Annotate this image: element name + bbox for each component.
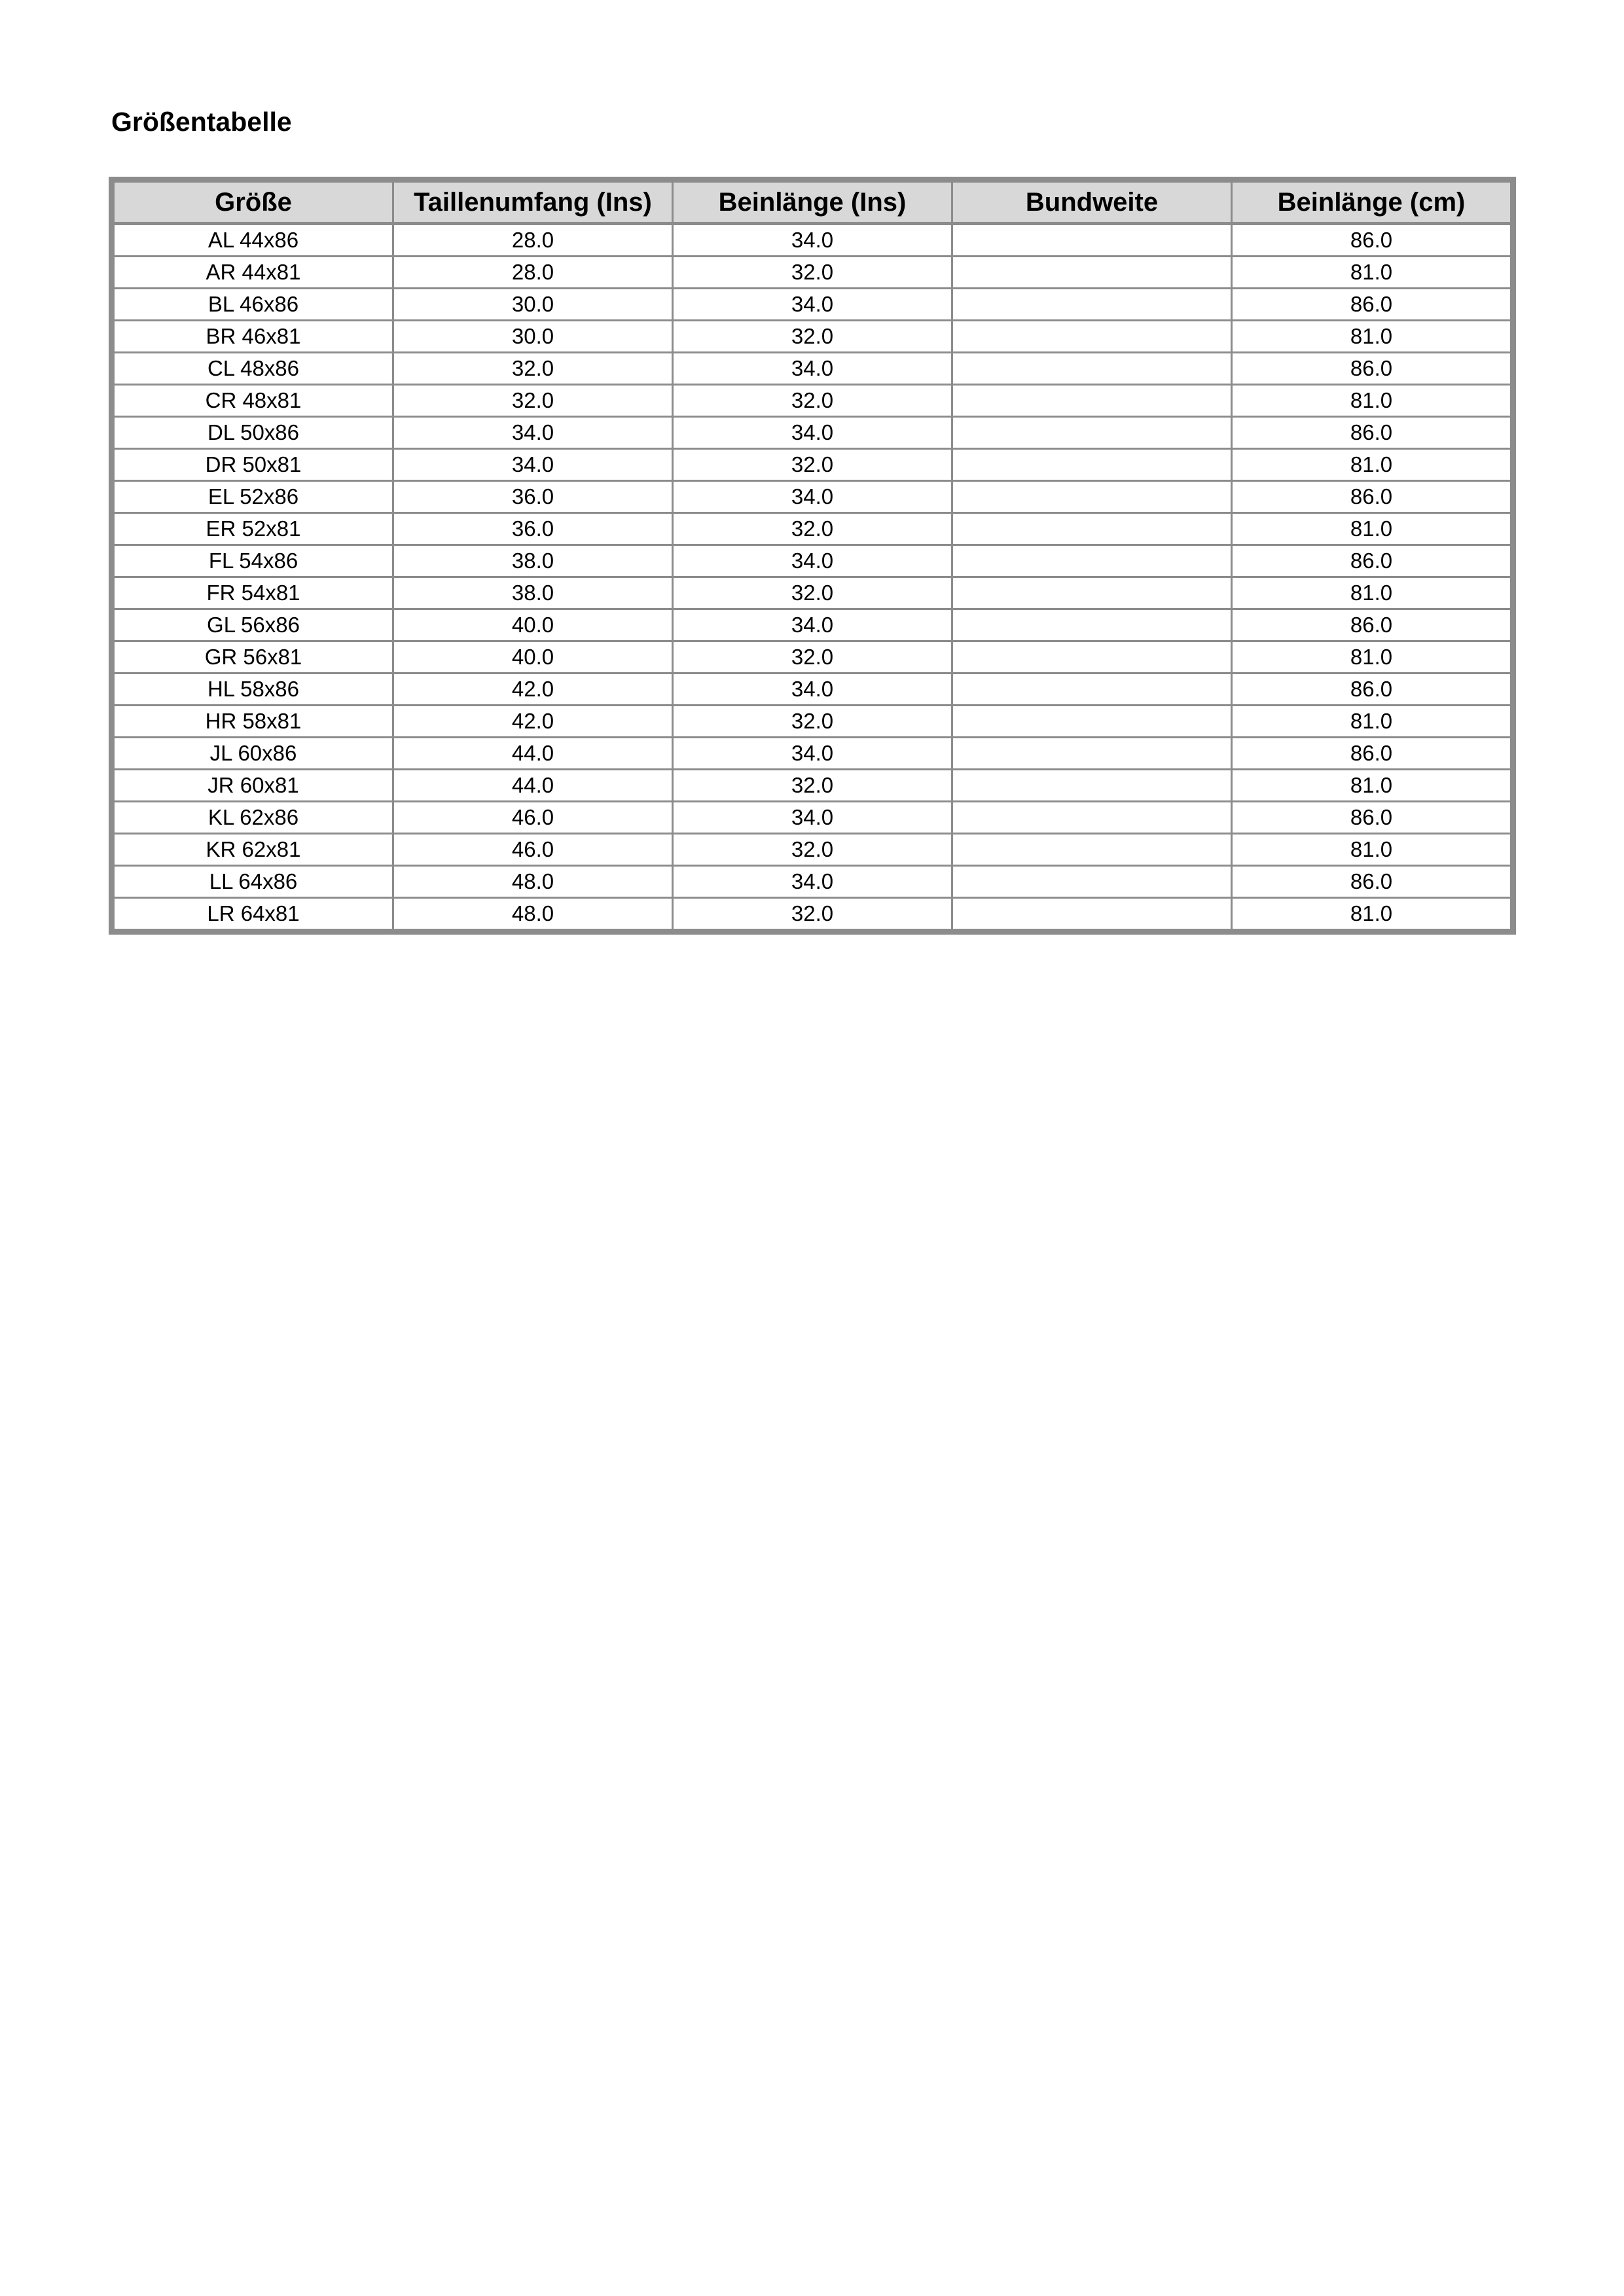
table-row [114, 577, 1511, 609]
cell-taillenumfang: 30.0 [393, 289, 673, 321]
cell-bundweite [952, 513, 1232, 545]
table-row [114, 481, 1511, 513]
header-taillenumfang: Taillenumfang (Ins) [393, 182, 673, 224]
cell-beinlaenge-cm: 81.0 [1232, 577, 1511, 609]
table-row [114, 417, 1511, 449]
cell-bundweite [952, 257, 1232, 289]
cell-groesse: DR 50x81 [114, 449, 393, 481]
cell-groesse: LR 64x81 [114, 898, 393, 930]
cell-groesse: DL 50x86 [114, 417, 393, 449]
header-groesse: Größe [114, 182, 393, 224]
cell-groesse: BR 46x81 [114, 321, 393, 353]
cell-beinlaenge-ins: 34.0 [673, 673, 952, 706]
cell-beinlaenge-cm: 81.0 [1232, 641, 1511, 673]
cell-groesse: HL 58x86 [114, 673, 393, 706]
cell-taillenumfang: 28.0 [393, 257, 673, 289]
cell-beinlaenge-cm: 86.0 [1232, 481, 1511, 513]
cell-bundweite [952, 417, 1232, 449]
cell-groesse: LL 64x86 [114, 866, 393, 898]
cell-taillenumfang: 28.0 [393, 224, 673, 257]
cell-beinlaenge-cm: 86.0 [1232, 866, 1511, 898]
cell-beinlaenge-cm: 86.0 [1232, 673, 1511, 706]
cell-groesse: JR 60x81 [114, 770, 393, 802]
cell-beinlaenge-ins: 32.0 [673, 257, 952, 289]
cell-groesse: GR 56x81 [114, 641, 393, 673]
cell-groesse: KL 62x86 [114, 802, 393, 834]
table-row [114, 641, 1511, 673]
cell-beinlaenge-cm: 86.0 [1232, 417, 1511, 449]
cell-beinlaenge-cm: 86.0 [1232, 353, 1511, 385]
cell-beinlaenge-cm: 81.0 [1232, 770, 1511, 802]
cell-bundweite [952, 641, 1232, 673]
table-row [114, 449, 1511, 481]
cell-taillenumfang: 44.0 [393, 770, 673, 802]
cell-beinlaenge-cm: 81.0 [1232, 706, 1511, 738]
table-row [114, 353, 1511, 385]
cell-taillenumfang: 40.0 [393, 641, 673, 673]
header-beinlaenge-cm: Beinlänge (cm) [1232, 182, 1511, 224]
cell-taillenumfang: 44.0 [393, 738, 673, 770]
page-title: Größentabelle [111, 107, 292, 137]
table-row [114, 224, 1511, 257]
cell-taillenumfang: 42.0 [393, 706, 673, 738]
cell-beinlaenge-ins: 32.0 [673, 321, 952, 353]
cell-taillenumfang: 42.0 [393, 673, 673, 706]
cell-bundweite [952, 449, 1232, 481]
cell-bundweite [952, 481, 1232, 513]
table-row [114, 738, 1511, 770]
cell-taillenumfang: 34.0 [393, 449, 673, 481]
cell-beinlaenge-cm: 86.0 [1232, 738, 1511, 770]
cell-groesse: ER 52x81 [114, 513, 393, 545]
cell-beinlaenge-cm: 86.0 [1232, 289, 1511, 321]
table-row [114, 609, 1511, 641]
cell-beinlaenge-ins: 32.0 [673, 513, 952, 545]
cell-groesse: BL 46x86 [114, 289, 393, 321]
cell-taillenumfang: 46.0 [393, 834, 673, 866]
cell-beinlaenge-ins: 32.0 [673, 449, 952, 481]
cell-beinlaenge-ins: 34.0 [673, 353, 952, 385]
cell-taillenumfang: 46.0 [393, 802, 673, 834]
table-row [114, 257, 1511, 289]
cell-taillenumfang: 32.0 [393, 353, 673, 385]
cell-taillenumfang: 36.0 [393, 513, 673, 545]
table-row [114, 545, 1511, 577]
cell-groesse: AL 44x86 [114, 224, 393, 257]
table-row [114, 321, 1511, 353]
header-beinlaenge-ins: Beinlänge (Ins) [673, 182, 952, 224]
cell-beinlaenge-cm: 81.0 [1232, 898, 1511, 930]
table-row [114, 513, 1511, 545]
cell-groesse: KR 62x81 [114, 834, 393, 866]
cell-beinlaenge-ins: 32.0 [673, 577, 952, 609]
table-row [114, 706, 1511, 738]
cell-taillenumfang: 38.0 [393, 545, 673, 577]
cell-beinlaenge-cm: 86.0 [1232, 802, 1511, 834]
cell-groesse: CR 48x81 [114, 385, 393, 417]
cell-beinlaenge-ins: 34.0 [673, 224, 952, 257]
header-bundweite: Bundweite [952, 182, 1232, 224]
cell-bundweite [952, 834, 1232, 866]
cell-bundweite [952, 545, 1232, 577]
cell-bundweite [952, 353, 1232, 385]
cell-bundweite [952, 738, 1232, 770]
cell-beinlaenge-cm: 86.0 [1232, 545, 1511, 577]
cell-bundweite [952, 706, 1232, 738]
cell-beinlaenge-cm: 81.0 [1232, 321, 1511, 353]
cell-taillenumfang: 30.0 [393, 321, 673, 353]
cell-beinlaenge-cm: 86.0 [1232, 609, 1511, 641]
cell-bundweite [952, 224, 1232, 257]
table-row [114, 898, 1511, 930]
cell-taillenumfang: 32.0 [393, 385, 673, 417]
cell-beinlaenge-ins: 32.0 [673, 898, 952, 930]
cell-beinlaenge-cm: 81.0 [1232, 834, 1511, 866]
table-header-row [114, 182, 1511, 224]
cell-beinlaenge-ins: 32.0 [673, 706, 952, 738]
table-body [114, 224, 1511, 930]
table-row [114, 289, 1511, 321]
cell-taillenumfang: 40.0 [393, 609, 673, 641]
cell-bundweite [952, 673, 1232, 706]
cell-taillenumfang: 36.0 [393, 481, 673, 513]
cell-beinlaenge-ins: 32.0 [673, 641, 952, 673]
cell-bundweite [952, 802, 1232, 834]
table-row [114, 866, 1511, 898]
cell-bundweite [952, 321, 1232, 353]
size-table-container [109, 177, 1516, 935]
cell-beinlaenge-ins: 34.0 [673, 738, 952, 770]
cell-taillenumfang: 34.0 [393, 417, 673, 449]
cell-beinlaenge-ins: 34.0 [673, 545, 952, 577]
cell-bundweite [952, 385, 1232, 417]
cell-groesse: FL 54x86 [114, 545, 393, 577]
cell-bundweite [952, 289, 1232, 321]
cell-bundweite [952, 577, 1232, 609]
cell-beinlaenge-ins: 34.0 [673, 289, 952, 321]
cell-groesse: JL 60x86 [114, 738, 393, 770]
cell-taillenumfang: 48.0 [393, 866, 673, 898]
cell-taillenumfang: 38.0 [393, 577, 673, 609]
cell-bundweite [952, 866, 1232, 898]
cell-beinlaenge-cm: 81.0 [1232, 385, 1511, 417]
cell-beinlaenge-ins: 32.0 [673, 770, 952, 802]
size-table [113, 181, 1512, 931]
table-row [114, 770, 1511, 802]
cell-bundweite [952, 770, 1232, 802]
cell-groesse: CL 48x86 [114, 353, 393, 385]
cell-beinlaenge-cm: 81.0 [1232, 257, 1511, 289]
table-row [114, 385, 1511, 417]
table-row [114, 673, 1511, 706]
cell-bundweite [952, 898, 1232, 930]
cell-groesse: FR 54x81 [114, 577, 393, 609]
table-row [114, 834, 1511, 866]
cell-beinlaenge-cm: 86.0 [1232, 224, 1511, 257]
cell-bundweite [952, 609, 1232, 641]
cell-beinlaenge-cm: 81.0 [1232, 513, 1511, 545]
cell-groesse: GL 56x86 [114, 609, 393, 641]
cell-groesse: AR 44x81 [114, 257, 393, 289]
cell-beinlaenge-ins: 32.0 [673, 385, 952, 417]
cell-beinlaenge-ins: 34.0 [673, 866, 952, 898]
table-row [114, 802, 1511, 834]
cell-taillenumfang: 48.0 [393, 898, 673, 930]
cell-groesse: EL 52x86 [114, 481, 393, 513]
cell-beinlaenge-ins: 32.0 [673, 834, 952, 866]
cell-beinlaenge-ins: 34.0 [673, 802, 952, 834]
cell-beinlaenge-ins: 34.0 [673, 609, 952, 641]
cell-beinlaenge-ins: 34.0 [673, 417, 952, 449]
cell-groesse: HR 58x81 [114, 706, 393, 738]
cell-beinlaenge-cm: 81.0 [1232, 449, 1511, 481]
cell-beinlaenge-ins: 34.0 [673, 481, 952, 513]
